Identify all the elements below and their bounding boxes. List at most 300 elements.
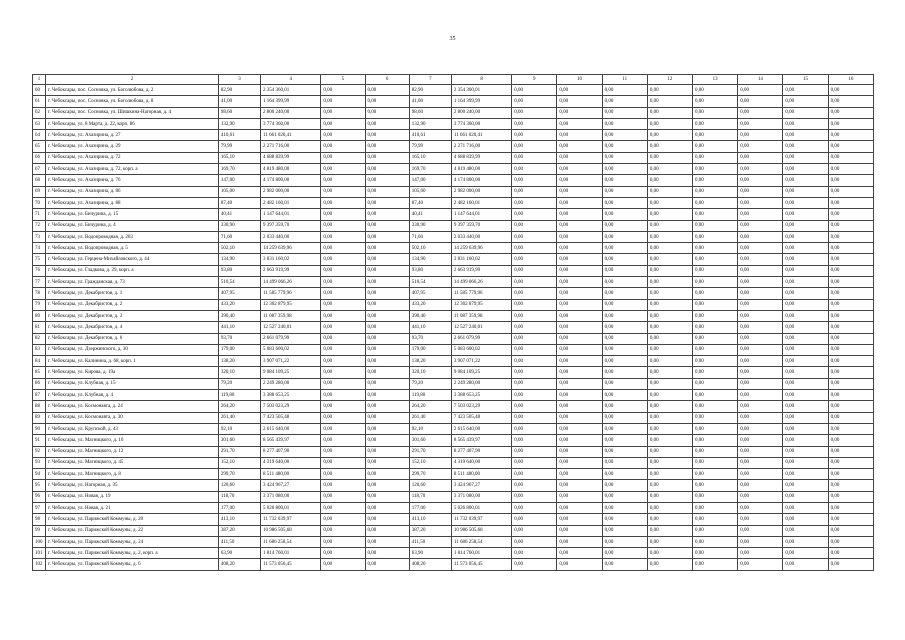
value-cell: 0,00 (783, 265, 828, 276)
value-cell: 0,00 (738, 344, 783, 355)
table-row (33, 220, 874, 231)
address-cell: г. Чебоксары, ул. Водопроводная, д. 203 (46, 231, 219, 242)
value-cell: 0,00 (365, 423, 409, 434)
value-cell: 4 819 480,00 (261, 164, 321, 175)
value-cell: 264,20 (218, 401, 260, 412)
value-cell: 0,00 (693, 412, 738, 423)
value-cell: 0,00 (321, 333, 365, 344)
value-cell: 0,00 (512, 152, 557, 163)
value-cell: 2 615 640,00 (261, 423, 321, 434)
table-row (33, 231, 874, 242)
column-number: 13 (693, 75, 738, 85)
value-cell: 0,00 (321, 310, 365, 321)
value-cell: 11 585 779,96 (451, 288, 511, 299)
value-cell: 0,00 (828, 152, 873, 163)
value-cell: 0,00 (738, 197, 783, 208)
row-number-cell: 79 (33, 299, 46, 310)
table-row (33, 141, 874, 152)
value-cell: 0,00 (693, 152, 738, 163)
value-cell: 0,00 (783, 435, 828, 446)
page-number: 35 (449, 36, 456, 42)
value-cell: 0,00 (828, 548, 873, 559)
value-cell: 0,00 (557, 197, 602, 208)
value-cell: 0,00 (783, 412, 828, 423)
row-number-cell: 90 (33, 423, 46, 434)
value-cell: 0,00 (693, 118, 738, 129)
value-cell: 0,00 (783, 288, 828, 299)
value-cell: 0,00 (828, 322, 873, 333)
value-cell: 0,00 (365, 525, 409, 536)
value-cell: 0,00 (828, 310, 873, 321)
value-cell: 11 732 039,97 (451, 514, 511, 525)
value-cell: 0,00 (693, 469, 738, 480)
row-number-cell: 68 (33, 175, 46, 186)
value-cell: 0,00 (557, 469, 602, 480)
value-cell: 0,00 (321, 186, 365, 197)
value-cell: 1 814 760,01 (261, 548, 321, 559)
value-cell: 0,00 (738, 85, 783, 96)
value-cell: 0,00 (602, 356, 647, 367)
value-cell: 0,00 (512, 333, 557, 344)
value-cell: 502,10 (409, 243, 451, 254)
value-cell: 0,00 (647, 457, 692, 468)
address-cell: г. Чебоксары, ул. Дзержинского, д. 30 (46, 344, 219, 355)
value-cell: 5 083 600,02 (261, 344, 321, 355)
value-cell: 11 573 056,45 (451, 559, 511, 570)
address-cell: г. Чебоксары, пос. Сосновка, ул. Боголюбова, д. 8 (46, 96, 219, 107)
value-cell: 0,00 (693, 446, 738, 457)
value-cell: 0,00 (738, 446, 783, 457)
value-cell: 4 688 839,99 (261, 152, 321, 163)
value-cell: 0,00 (738, 107, 783, 118)
value-cell: 0,00 (738, 175, 783, 186)
value-cell: 0,00 (738, 231, 783, 242)
column-number: 2 (46, 75, 219, 85)
value-cell: 0,00 (321, 164, 365, 175)
value-cell: 0,00 (783, 130, 828, 141)
value-cell: 0,00 (512, 457, 557, 468)
value-cell: 0,00 (512, 435, 557, 446)
value-cell: 0,00 (557, 118, 602, 129)
row-number-cell: 87 (33, 390, 46, 401)
value-cell: 0,00 (738, 96, 783, 107)
value-cell: 0,00 (602, 152, 647, 163)
value-cell: 0,00 (738, 548, 783, 559)
value-cell: 0,00 (512, 231, 557, 242)
value-cell: 0,00 (828, 333, 873, 344)
value-cell: 0,00 (365, 118, 409, 129)
value-cell: 0,00 (693, 525, 738, 536)
row-number-cell: 100 (33, 536, 46, 547)
address-cell: г. Чебоксары, ул. Парижской Коммуны, д. 20 (46, 514, 219, 525)
value-cell: 299,70 (409, 469, 451, 480)
value-cell: 0,00 (321, 491, 365, 502)
value-cell: 0,00 (365, 96, 409, 107)
value-cell: 0,00 (602, 107, 647, 118)
value-cell: 0,00 (783, 209, 828, 220)
table-row (33, 209, 874, 220)
row-number-cell: 61 (33, 96, 46, 107)
value-cell: 0,00 (828, 491, 873, 502)
value-cell: 0,00 (365, 356, 409, 367)
address-cell: г. Чебоксары, ул. Декабристов, д. 4 (46, 322, 219, 333)
value-cell: 0,00 (557, 525, 602, 536)
value-cell: 0,00 (783, 469, 828, 480)
row-number-cell: 71 (33, 209, 46, 220)
value-cell: 0,00 (738, 423, 783, 434)
value-cell: 0,00 (321, 390, 365, 401)
value-cell: 82,90 (218, 85, 260, 96)
value-cell: 5 083 600,02 (451, 344, 511, 355)
value-cell: 0,00 (512, 401, 557, 412)
table-body (33, 75, 874, 571)
value-cell: 0,00 (738, 130, 783, 141)
value-cell: 2 982 000,00 (261, 186, 321, 197)
value-cell: 0,00 (512, 288, 557, 299)
value-cell: 408,20 (409, 559, 451, 570)
value-cell: 12 302 879,95 (261, 299, 321, 310)
value-cell: 1 147 644,01 (261, 209, 321, 220)
value-cell: 0,00 (602, 333, 647, 344)
value-cell: 0,00 (738, 243, 783, 254)
value-cell: 3 371 080,00 (261, 491, 321, 502)
value-cell: 0,00 (738, 186, 783, 197)
table-row (33, 536, 874, 547)
value-cell: 0,00 (602, 197, 647, 208)
value-cell: 0,00 (693, 378, 738, 389)
value-cell: 0,00 (602, 412, 647, 423)
value-cell: 0,00 (321, 322, 365, 333)
value-cell: 0,00 (602, 220, 647, 231)
value-cell: 0,00 (512, 469, 557, 480)
value-cell: 0,00 (647, 299, 692, 310)
value-cell: 0,00 (828, 164, 873, 175)
value-cell: 0,00 (783, 197, 828, 208)
address-cell: г. Чебоксары, ул. Крупской, д. 43 (46, 423, 219, 434)
value-cell: 0,00 (557, 367, 602, 378)
value-cell: 0,00 (693, 141, 738, 152)
value-cell: 0,00 (512, 502, 557, 513)
table-row (33, 367, 874, 378)
table-row (33, 491, 874, 502)
table-row (33, 322, 874, 333)
value-cell: 119,80 (409, 390, 451, 401)
value-cell: 0,00 (738, 514, 783, 525)
value-cell: 0,00 (512, 446, 557, 457)
value-cell: 93,80 (218, 265, 260, 276)
value-cell: 0,00 (783, 423, 828, 434)
value-cell: 0,00 (321, 209, 365, 220)
value-cell: 14 259 639,96 (261, 243, 321, 254)
value-cell: 0,00 (828, 423, 873, 434)
value-cell: 0,00 (693, 502, 738, 513)
value-cell: 0,00 (693, 548, 738, 559)
value-cell: 4 688 839,99 (451, 152, 511, 163)
value-cell: 0,00 (512, 480, 557, 491)
value-cell: 0,00 (557, 333, 602, 344)
value-cell: 0,00 (783, 277, 828, 288)
value-cell: 0,00 (602, 446, 647, 457)
value-cell: 0,00 (602, 435, 647, 446)
value-cell: 0,00 (365, 344, 409, 355)
value-cell: 147,00 (409, 175, 451, 186)
value-cell: 7 423 505,48 (451, 412, 511, 423)
value-cell: 264,20 (409, 401, 451, 412)
value-cell: 0,00 (647, 367, 692, 378)
value-cell: 0,00 (321, 254, 365, 265)
value-cell: 0,00 (557, 435, 602, 446)
value-cell: 0,00 (738, 435, 783, 446)
value-cell: 0,00 (557, 446, 602, 457)
value-cell: 0,00 (783, 367, 828, 378)
value-cell: 0,00 (783, 118, 828, 129)
value-cell: 0,00 (512, 356, 557, 367)
table-row (33, 96, 874, 107)
value-cell: 0,00 (321, 152, 365, 163)
value-cell: 0,00 (365, 491, 409, 502)
value-cell: 0,00 (602, 322, 647, 333)
value-cell: 11 573 056,45 (261, 559, 321, 570)
value-cell: 0,00 (321, 559, 365, 570)
value-cell: 2 033 440,00 (261, 231, 321, 242)
value-cell: 0,00 (602, 310, 647, 321)
value-cell: 8 511 480,00 (451, 469, 511, 480)
value-cell: 0,00 (512, 390, 557, 401)
value-cell: 0,00 (557, 378, 602, 389)
value-cell: 0,00 (602, 480, 647, 491)
table-row (33, 186, 874, 197)
row-number-cell: 97 (33, 502, 46, 513)
value-cell: 2 271 716,00 (261, 141, 321, 152)
value-cell: 0,00 (365, 502, 409, 513)
address-cell: г. Чебоксары, ул. Герцена-Михайловского, д. 44 (46, 254, 219, 265)
value-cell: 0,00 (512, 412, 557, 423)
value-cell: 0,00 (512, 96, 557, 107)
row-number-cell: 65 (33, 141, 46, 152)
value-cell: 11 585 779,96 (261, 288, 321, 299)
value-cell: 0,00 (321, 548, 365, 559)
column-number: 10 (557, 75, 602, 85)
value-cell: 320,10 (409, 367, 451, 378)
value-cell: 2 482 160,01 (261, 197, 321, 208)
value-cell: 2 354 360,01 (261, 85, 321, 96)
value-cell: 0,00 (828, 254, 873, 265)
value-cell: 0,00 (321, 423, 365, 434)
value-cell: 0,00 (512, 367, 557, 378)
table-row (33, 525, 874, 536)
value-cell: 0,00 (828, 85, 873, 96)
value-cell: 0,00 (738, 254, 783, 265)
address-cell: г. Чебоксары, пос. Сосновка, ул. Боголюбова, д. 2 (46, 85, 219, 96)
value-cell: 0,00 (512, 197, 557, 208)
value-cell: 0,00 (512, 107, 557, 118)
value-cell: 0,00 (321, 525, 365, 536)
value-cell: 0,00 (647, 412, 692, 423)
value-cell: 0,00 (647, 401, 692, 412)
value-cell: 0,00 (602, 209, 647, 220)
address-cell: г. Чебоксары, ул. Клубная, д. 4 (46, 390, 219, 401)
value-cell: 5 026 800,01 (451, 502, 511, 513)
value-cell: 0,00 (828, 401, 873, 412)
value-cell: 0,00 (693, 209, 738, 220)
row-number-cell: 92 (33, 446, 46, 457)
value-cell: 5 026 800,01 (261, 502, 321, 513)
table-row (33, 288, 874, 299)
value-cell: 0,00 (693, 536, 738, 547)
table-row (33, 265, 874, 276)
value-cell: 0,00 (557, 164, 602, 175)
value-cell: 0,00 (557, 491, 602, 502)
value-cell: 0,00 (602, 491, 647, 502)
value-cell: 9 397 359,70 (261, 220, 321, 231)
value-cell: 0,00 (647, 446, 692, 457)
value-cell: 407,95 (409, 288, 451, 299)
value-cell: 4 319 640,00 (451, 457, 511, 468)
value-cell: 0,00 (693, 480, 738, 491)
value-cell: 8 511 480,00 (261, 469, 321, 480)
value-cell: 0,00 (783, 446, 828, 457)
value-cell: 0,00 (738, 288, 783, 299)
value-cell: 0,00 (828, 186, 873, 197)
table-row (33, 197, 874, 208)
value-cell: 0,00 (647, 322, 692, 333)
value-cell: 12 302 879,95 (451, 299, 511, 310)
value-cell: 0,00 (828, 141, 873, 152)
value-cell: 177,00 (218, 502, 260, 513)
value-cell: 0,00 (557, 390, 602, 401)
value-cell: 0,00 (693, 277, 738, 288)
value-cell: 0,00 (693, 390, 738, 401)
value-cell: 0,00 (365, 333, 409, 344)
value-cell: 4 174 800,00 (261, 175, 321, 186)
value-cell: 0,00 (738, 333, 783, 344)
value-cell: 0,00 (365, 457, 409, 468)
value-cell: 0,00 (512, 525, 557, 536)
table-row (33, 152, 874, 163)
value-cell: 14 259 639,96 (451, 243, 511, 254)
value-cell: 1 164 399,99 (451, 96, 511, 107)
value-cell: 1 164 399,99 (261, 96, 321, 107)
value-cell: 0,00 (828, 107, 873, 118)
value-cell: 0,00 (512, 277, 557, 288)
value-cell: 0,00 (828, 559, 873, 570)
table-row (33, 356, 874, 367)
value-cell: 165,10 (409, 152, 451, 163)
value-cell: 132,90 (218, 118, 260, 129)
value-cell: 0,00 (693, 559, 738, 570)
row-number-cell: 83 (33, 344, 46, 355)
value-cell: 0,00 (828, 536, 873, 547)
value-cell: 9 084 109,25 (451, 367, 511, 378)
value-cell: 301,60 (409, 435, 451, 446)
value-cell: 0,00 (365, 378, 409, 389)
value-cell: 0,00 (321, 288, 365, 299)
value-cell: 169,70 (409, 164, 451, 175)
value-cell: 0,00 (512, 514, 557, 525)
row-number-cell: 95 (33, 480, 46, 491)
value-cell: 120,60 (409, 480, 451, 491)
value-cell: 0,00 (783, 536, 828, 547)
table-row (33, 333, 874, 344)
value-cell: 0,00 (738, 469, 783, 480)
row-number-cell: 74 (33, 243, 46, 254)
value-cell: 0,00 (602, 525, 647, 536)
value-cell: 138,20 (218, 356, 260, 367)
value-cell: 0,00 (602, 164, 647, 175)
value-cell: 0,00 (321, 265, 365, 276)
value-cell: 0,00 (321, 356, 365, 367)
value-cell: 2 661 079,99 (261, 333, 321, 344)
value-cell: 2 800 240,00 (261, 107, 321, 118)
value-cell: 0,00 (512, 378, 557, 389)
value-cell: 165,10 (218, 152, 260, 163)
value-cell: 0,00 (557, 130, 602, 141)
row-number-cell: 98 (33, 514, 46, 525)
address-cell: г. Чебоксары, ул. Новая, д. 21 (46, 502, 219, 513)
value-cell: 0,00 (783, 152, 828, 163)
value-cell: 0,00 (557, 514, 602, 525)
value-cell: 0,00 (321, 435, 365, 446)
value-cell: 0,00 (602, 559, 647, 570)
value-cell: 0,00 (557, 457, 602, 468)
value-cell: 0,00 (602, 175, 647, 186)
value-cell: 98,60 (409, 107, 451, 118)
value-cell: 82,90 (409, 85, 451, 96)
value-cell: 0,00 (557, 265, 602, 276)
value-cell: 0,00 (557, 186, 602, 197)
value-cell: 0,00 (365, 536, 409, 547)
value-cell: 0,00 (321, 401, 365, 412)
value-cell: 2 663 919,99 (451, 265, 511, 276)
value-cell: 0,00 (602, 96, 647, 107)
value-cell: 0,00 (512, 322, 557, 333)
row-number-cell: 67 (33, 164, 46, 175)
column-number: 4 (261, 75, 321, 85)
value-cell: 0,00 (365, 197, 409, 208)
value-cell: 0,00 (647, 356, 692, 367)
value-cell: 3 371 080,00 (451, 491, 511, 502)
value-cell: 0,00 (365, 130, 409, 141)
value-cell: 118,70 (409, 491, 451, 502)
value-cell: 0,00 (738, 378, 783, 389)
value-cell: 7 503 023,29 (261, 401, 321, 412)
value-cell: 0,00 (783, 525, 828, 536)
value-cell: 8 565 439,97 (451, 435, 511, 446)
value-cell: 169,70 (218, 164, 260, 175)
value-cell: 40,41 (409, 209, 451, 220)
value-cell: 0,00 (557, 152, 602, 163)
value-cell: 0,00 (512, 423, 557, 434)
value-cell: 413,10 (218, 514, 260, 525)
value-cell: 0,00 (693, 96, 738, 107)
address-cell: г. Чебоксары, ул. Магницкого, д. 8 (46, 469, 219, 480)
value-cell: 0,00 (321, 197, 365, 208)
value-cell: 0,00 (365, 367, 409, 378)
value-cell: 0,00 (602, 186, 647, 197)
value-cell: 0,00 (602, 536, 647, 547)
value-cell: 0,00 (321, 130, 365, 141)
value-cell: 0,00 (602, 254, 647, 265)
value-cell: 0,00 (783, 85, 828, 96)
value-cell: 0,00 (783, 164, 828, 175)
address-cell: г. Чебоксары, ул. Космонавта, д. 30 (46, 412, 219, 423)
value-cell: 0,00 (365, 152, 409, 163)
address-cell: г. Чебоксары, ул. Парижской Коммуны, д. 22 (46, 525, 219, 536)
table-row (33, 435, 874, 446)
value-cell: 0,00 (512, 310, 557, 321)
value-cell: 390,40 (409, 310, 451, 321)
value-cell: 0,00 (365, 288, 409, 299)
